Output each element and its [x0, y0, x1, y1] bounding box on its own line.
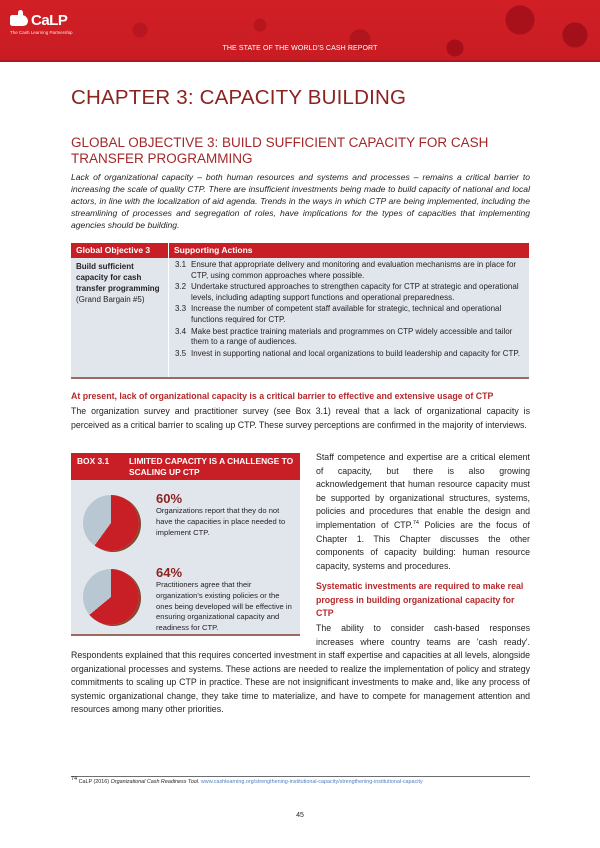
stat-description: Practitioners agree that their organization's existing policies or the ones being developed will be effective in ensuring organizational capacity and readiness for CTP.	[156, 580, 292, 633]
table-body	[71, 258, 529, 377]
box-title-line2: SCALING UP CTP	[129, 467, 200, 477]
subheading-systematic-investments: Systematic investments are required to make real progress in building organizational capacity for CTP	[316, 581, 524, 619]
stat-percent: 64%	[156, 565, 183, 580]
action-text: Make best practice training materials and programmes on CTP widely accessible and tailor them to a range of audiences.	[191, 326, 513, 347]
action-item	[175, 349, 523, 360]
hand-logo-icon	[10, 15, 28, 26]
action-text: Ensure that appropriate delivery and monitoring and evaluation mechanisms are in place for CTP, using common approaches where possible.	[191, 260, 517, 280]
objective-cell	[71, 258, 169, 377]
box-title-line1: LIMITED CAPACITY IS A CHALLENGE TO	[129, 456, 294, 466]
action-number: 3.3	[175, 304, 187, 314]
pie-chart-64-icon	[83, 569, 139, 625]
footnote-author: CaLP (2016)	[78, 779, 110, 785]
stat-text	[156, 565, 296, 634]
header-supporting-actions: Supporting Actions	[174, 245, 253, 255]
header-band	[0, 0, 600, 62]
calp-logo	[10, 12, 73, 35]
box-header	[71, 453, 300, 480]
footnote-number: 74	[71, 776, 78, 783]
footnote-ref[interactable]: 74	[412, 520, 419, 527]
paragraph-text: Policies are the focus of Chapter 1. This Chapter discusses the other components of capacity building: human resource capacity, systems and procedures.	[316, 519, 530, 571]
logo-text: CaLP	[31, 12, 68, 29]
footnote	[71, 776, 541, 785]
paragraph-survey: The organization survey and practitioner survey (see Box 3.1) reveal that a lack of organizational capacity is perceived as a critical barrier to scaling up CTP. These survey perceptions are confirmed in the majority of interviews.	[71, 406, 530, 430]
box-3-1	[71, 453, 300, 636]
paragraph-cash-ready: The ability to consider cash-based responses increases where country teams are 'cash ready'.	[316, 623, 530, 647]
subheading-critical-barrier: At present, lack of organizational capacity is a critical barrier to effective and extensive usage of CTP	[71, 391, 494, 401]
table-header	[71, 243, 529, 258]
action-number: 3.5	[175, 348, 187, 358]
pie-chart-60-icon	[83, 495, 139, 551]
stat-text	[156, 491, 296, 538]
intro-paragraph: Lack of organizational capacity – both human resources and systems and processes – remains a critical barrier to increasing the scale of quality CTP. There are insufficient investments being made to build capacity of national and local actors, in line with the localization of aid agenda. Trends in the ways in which CTP are being implemented, including the streamlining of processes and segregation of roles, have implications for the types of capacities that implementing agencies should be building.	[71, 172, 530, 230]
objective-title: GLOBAL OBJECTIVE 3: BUILD SUFFICIENT CAPACITY FOR CASH TRANSFER PROGRAMMING	[71, 135, 489, 166]
header-global-objective: Global Objective 3	[71, 243, 169, 258]
objective-name: Build sufficient capacity for cash transfer programming	[76, 262, 160, 293]
objective-note: (Grand Bargain #5)	[76, 295, 145, 304]
footnote-divider	[71, 776, 530, 777]
objective-table	[71, 243, 529, 379]
action-text: Increase the number of competent staff available for strategic, technical and operational functions required for CTP.	[191, 304, 502, 324]
page-number: 45	[296, 812, 304, 819]
paragraph-respondents: Respondents explained that this requires concerted investment in staff expertise and capacities at all levels, alongside organizational processes and systems. These actions are needed to realize the implementation of policy and strategy commitments to scaling up CTP in practice. These are not insignificant investments to make and, like any process of systemic organizational change, they take time to materialize, and have to compete for management attention and resources among many other priorities.	[71, 650, 531, 715]
action-number: 3.4	[175, 326, 187, 336]
action-text: Invest in supporting national and local organizations to build leadership and capacity for CTP.	[191, 348, 520, 358]
actions-cell	[169, 258, 529, 377]
chapter-title: CHAPTER 3: CAPACITY BUILDING	[71, 86, 407, 109]
footnote-link[interactable]: www.cashlearning.org/strengthening-institutional-capacity/strengthening-institutional-capacity	[200, 779, 423, 785]
action-text: Undertake structured approaches to strengthen capacity for CTP at strategic and operational levels, including adapting support functions and operational preparedness.	[191, 282, 519, 302]
action-item	[175, 260, 523, 281]
paragraph-text: Staff competence and expertise are a critical element of capacity, but there is also growing acknowledgement that human resource capacity must be supported by organizational structures, systems, policies and procedures that enable the design and implementation of CTP.	[316, 452, 530, 530]
action-item	[175, 304, 523, 325]
report-title: THE STATE OF THE WORLD'S CASH REPORT	[222, 45, 378, 52]
paragraph-staff-competence	[316, 451, 530, 573]
box-label: BOX 3.1	[77, 456, 110, 466]
action-number: 3.2	[175, 282, 187, 292]
stat-percent: 60%	[156, 491, 183, 506]
stat-description: Organizations report that they do not have the capacities in place needed to implement CTP.	[156, 506, 286, 537]
action-number: 3.1	[175, 260, 187, 269]
action-item	[175, 327, 523, 348]
footnote-title: Organizational Cash Readiness Tool.	[110, 779, 200, 785]
action-item	[175, 282, 523, 303]
logo-tagline: The Cash Learning Partnership	[10, 30, 73, 35]
